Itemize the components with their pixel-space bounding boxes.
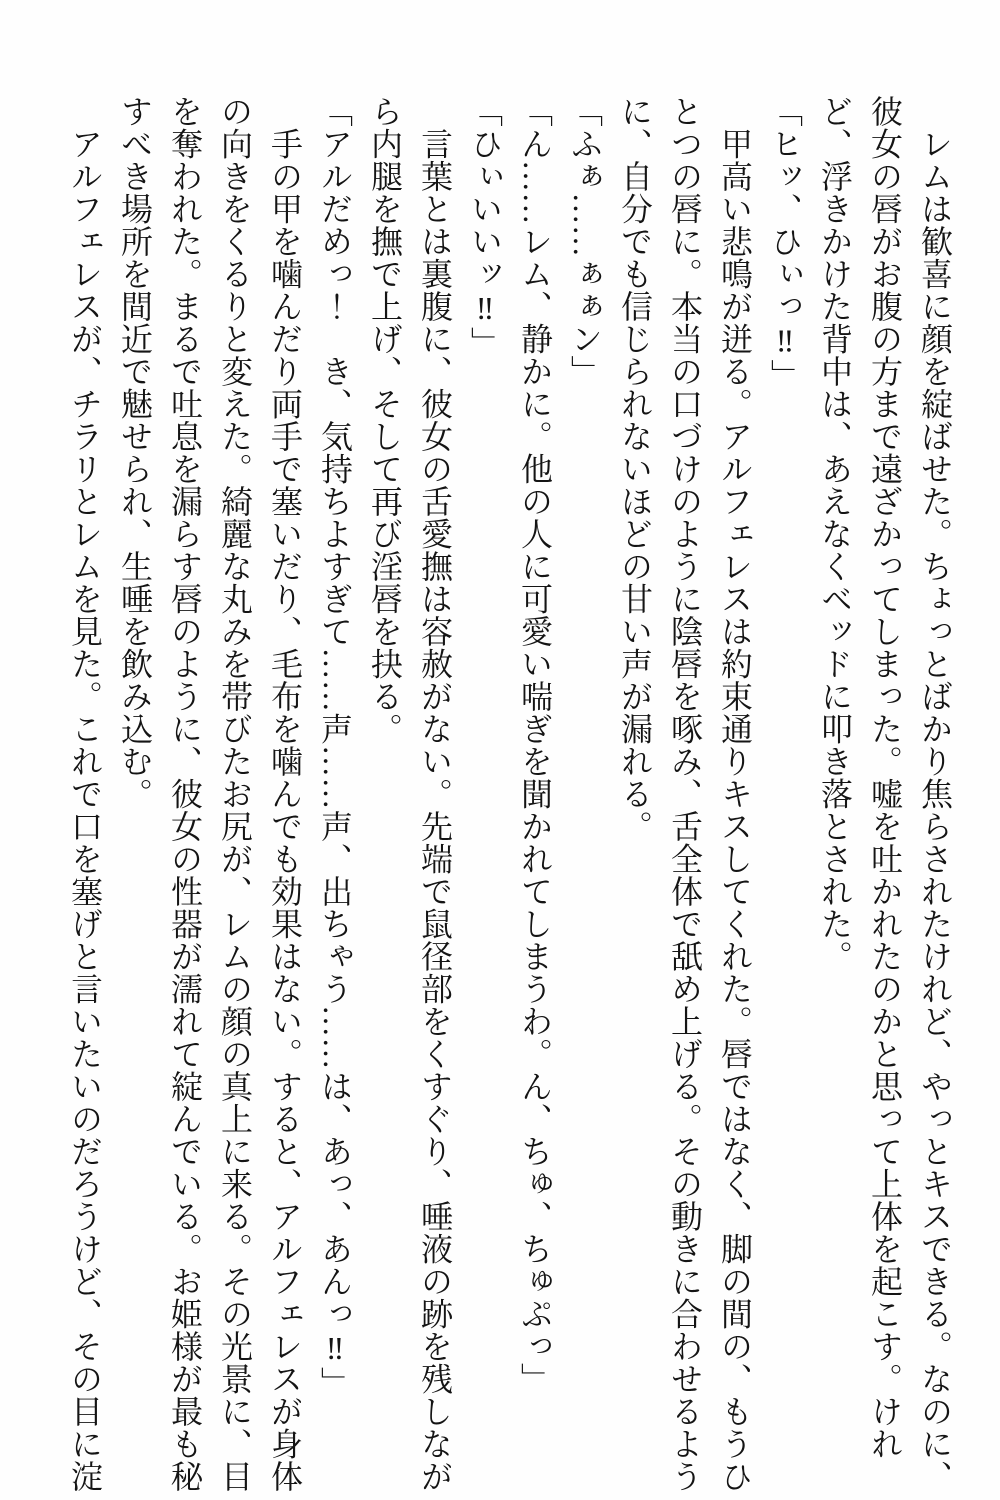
text-line: すべき場所を間近で魅せられ、生唾を飲み込む。 xyxy=(117,95,153,810)
page-text xyxy=(60,95,960,1493)
text-line: とつの唇に。本当の口づけのように陰唇を啄み、舌全体で舐め上げる。その動きに合わせるよう xyxy=(667,95,703,1493)
text-line: 手の甲を噛んだり両手で塞いだり、毛布を噛んでも効果はない。すると、アルフェレスが身体 xyxy=(267,95,303,1493)
text-line: ど、浮きかけた背中は、あえなくベッドに叩き落とされた。 xyxy=(817,95,853,973)
text-line: の向きをくるりと変えた。綺麗な丸みを帯びたお尻が、レムの顔の真上に来る。その光景に、目 xyxy=(217,95,253,1493)
text-line: 「ヒッ、ひぃっ‼」 xyxy=(767,95,803,392)
text-line: ら内腿を撫で上げ、そして再び淫唇を抉る。 xyxy=(367,95,403,745)
text-line: に、自分でも信じられないほどの甘い声が漏れる。 xyxy=(617,95,653,843)
text-line: 甲高い悲鳴が迸る。アルフェレスは約束通りキスしてくれた。唇ではなく、脚の間の、もうひ xyxy=(717,95,753,1493)
text-line: 「ひぃいいッ‼」 xyxy=(467,95,503,359)
text-line: を奪われた。まるで吐息を漏らす唇のように、彼女の性器が濡れて綻んでいる。お姫様が最も秘 xyxy=(167,95,203,1493)
text-line: 「ん……レム、静かに。他の人に可愛い喘ぎを聞かれてしまうわ。ん、ちゅ、ちゅぷっ」 xyxy=(517,95,553,1395)
text-line: アルフェレスが、チラリとレムを見た。これで口を塞げと言いたいのだろうけど、その目に淀 xyxy=(67,95,103,1493)
text-line: 「ふぁ……ぁぁン」 xyxy=(567,95,603,388)
text-line: 言葉とは裏腹に、彼女の舌愛撫は容赦がない。先端で鼠径部をくすぐり、唾液の跡を残しなが xyxy=(417,95,453,1493)
text-line: レムは歓喜に顔を綻ばせた。ちょっとばかり焦らされたけれど、やっとキスできる。なのに、 xyxy=(917,95,953,1493)
text-line: 彼女の唇がお腹の方まで遠ざかってしまった。嘘を吐かれたのかと思って上体を起こす。けれ xyxy=(867,95,903,1460)
text-line: 「アルだめっ！ き、気持ちよすぎて……声……声、出ちゃう……は、あっ、あんっ‼」 xyxy=(317,95,353,1399)
